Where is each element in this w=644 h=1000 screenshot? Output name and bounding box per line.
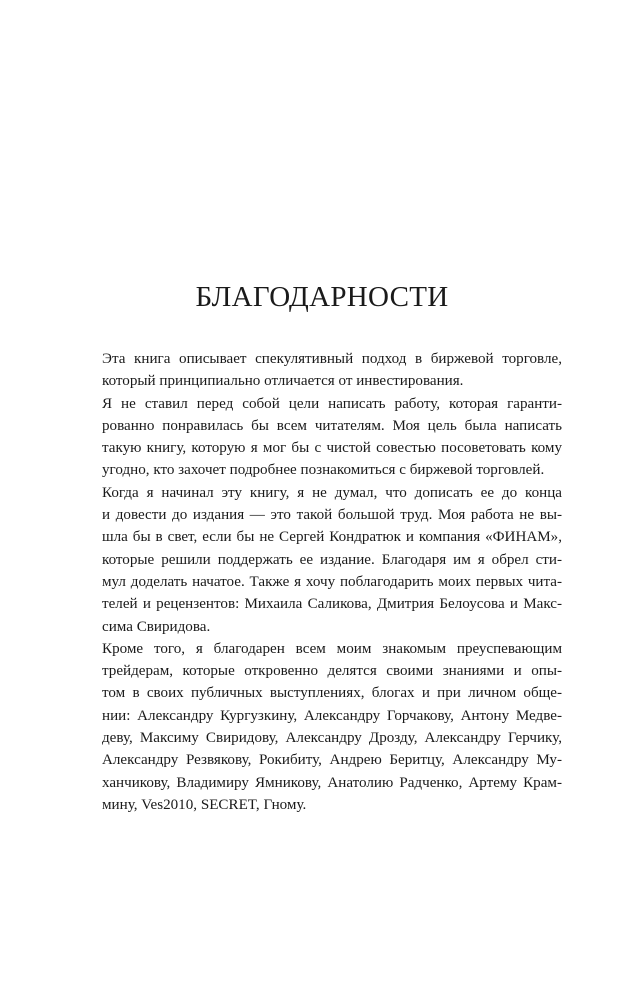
paragraph-line: и довести до издания — это такой большой труд. Моя работа не вы-: [102, 507, 562, 524]
paragraph-line: шла бы в свет, если бы не Сергей Кондратюк и компания «ФИНАМ»,: [102, 529, 562, 546]
body-text: [83, 348, 562, 816]
paragraph-line: том в своих публичных выступлениях, блогах и при личном обще-: [102, 685, 562, 702]
paragraph-line: мину, Ves2010, SECRET, Гному.: [102, 796, 307, 813]
paragraph-line: который принципиально отличается от инвестирования.: [102, 373, 464, 390]
paragraph-2: [83, 393, 562, 482]
paragraph-line: рованно понравилась бы всем читателям. Моя цель была написать: [102, 417, 562, 434]
paragraph-3: [83, 482, 562, 638]
paragraph-line: деву, Максиму Свиридову, Александру Дрозду, Александру Герчику,: [102, 730, 562, 747]
paragraph-line: Когда я начинал эту книгу, я не думал, что дописать ее до конца: [102, 484, 562, 501]
paragraph-line: Александру Резвякову, Рокибиту, Андрею Беритцу, Александру Му-: [102, 752, 562, 769]
paragraph-line: мул доделать начатое. Также я хочу поблагодарить моих первых чита-: [102, 573, 562, 590]
page-title: БЛАГОДАРНОСТИ: [195, 281, 449, 313]
paragraph-1: [83, 348, 562, 393]
paragraph-line: трейдерам, которые откровенно делятся своими знаниями и опы-: [102, 663, 562, 680]
paragraph-line: которые решили поддержать ее издание. Благодаря им я обрел сти-: [102, 551, 562, 568]
paragraph-4: [83, 638, 562, 816]
paragraph-line: Эта книга описывает спекулятивный подход в биржевой торговле,: [102, 351, 562, 367]
paragraph-line: ханчикову, Владимиру Ямникову, Анатолию Радченко, Артему Крам-: [102, 774, 562, 791]
paragraph-line: сима Свиридова.: [102, 618, 211, 635]
paragraph-line: Кроме того, я благодарен всем моим знакомым преуспевающим: [102, 640, 562, 657]
paragraph-line: угодно, кто захочет подробнее познакомиться с биржевой торговлей.: [102, 462, 545, 479]
paragraph-line: телей и рецензентов: Михаила Саликова, Дмитрия Белоусова и Макс-: [102, 596, 562, 613]
paragraph-line: нии: Александру Кургузкину, Александру Горчакову, Антону Медве-: [102, 707, 562, 724]
paragraph-line: такую книгу, которую я мог бы с чистой совестью посоветовать кому: [102, 440, 562, 457]
paragraph-line: Я не ставил перед собой цели написать работу, которая гаранти-: [102, 395, 562, 412]
